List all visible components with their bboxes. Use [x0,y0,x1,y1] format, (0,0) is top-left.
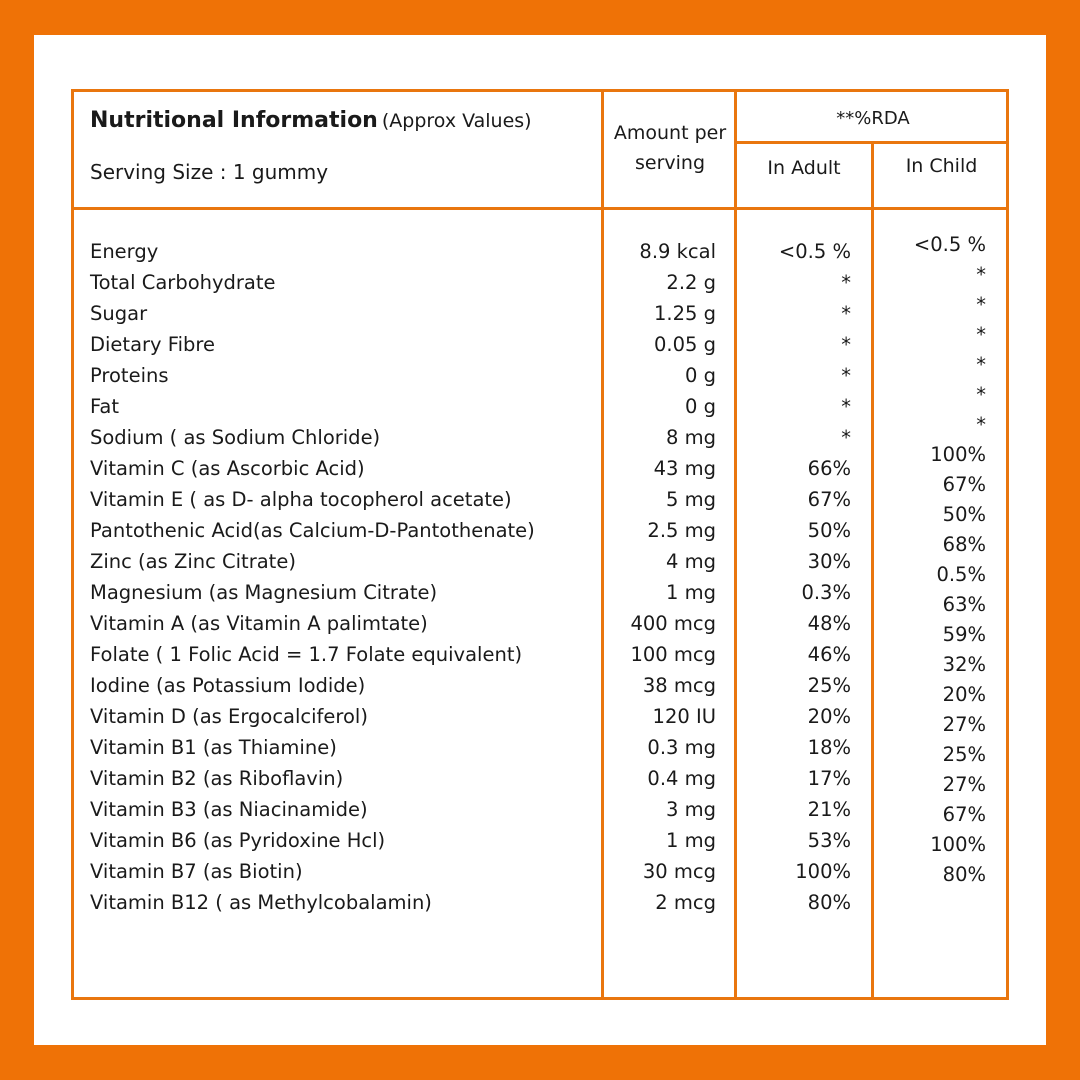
rda-child: * [976,293,986,316]
amount-per-serving: 0 g [685,395,716,418]
nutrient-name: Vitamin E ( as D- alpha tocopherol acetate) [90,488,512,511]
nutrient-name: Vitamin B7 (as Biotin) [90,860,303,883]
nutrient-name: Proteins [90,364,169,387]
amount-per-serving: 5 mg [666,488,716,511]
nutrient-name: Energy [90,240,159,263]
title-text: Nutritional Information [90,108,378,133]
title-note: (Approx Values) [381,110,532,132]
nutrient-name: Magnesium (as Magnesium Citrate) [90,581,438,604]
nutrient-name: Vitamin B3 (as Niacinamide) [90,798,368,821]
rda-adult: * [841,395,851,418]
amount-per-serving: 0.3 mg [647,736,716,759]
rda-adult: 100% [795,860,851,883]
rda-child: 50% [942,503,986,526]
rda-adult: * [841,364,851,387]
rda-child: <0.5 % [913,233,986,256]
amount-per-serving: 2.2 g [666,271,716,294]
nutrient-name: Vitamin C (as Ascorbic Acid) [90,457,365,480]
rda-child: 25% [942,743,986,766]
rda-header: **%RDA [836,108,910,129]
nutrient-name: Total Carbohydrate [90,271,276,294]
rda-adult: 80% [807,891,851,914]
rda-adult: 17% [807,767,851,790]
in-child-header: In Child [905,155,978,177]
serving-size: Serving Size : 1 gummy [90,160,329,184]
amount-per-serving: 1 mg [666,581,716,604]
rda-adult: 67% [807,488,851,511]
rda-adult: <0.5 % [778,240,851,263]
amount-per-serving: 1.25 g [654,302,716,325]
amount-per-serving: 30 mcg [642,860,716,883]
rda-child: 59% [942,623,986,646]
amount-per-serving: 100 mcg [630,643,716,666]
rda-adult: 20% [807,705,851,728]
nutrient-name: Sodium ( as Sodium Chloride) [90,426,381,449]
child-rda-column [874,230,986,890]
nutrient-name-column [90,236,535,918]
rda-adult: 48% [807,612,851,635]
adult-rda-column [737,236,851,918]
amount-per-serving: 0.05 g [654,333,716,356]
in-adult-header: In Adult [767,157,841,179]
amount-per-serving: 2 mcg [655,891,716,914]
rda-adult: 46% [807,643,851,666]
rda-child: 0.5% [936,563,986,586]
rda-child: 67% [942,473,986,496]
rda-child: * [976,323,986,346]
nutrient-name: Iodine (as Potassium Iodide) [90,674,366,697]
amount-per-serving-header: Amount per serving [613,122,727,174]
rda-child: 63% [942,593,986,616]
nutrient-name: Zinc (as Zinc Citrate) [90,550,296,573]
amount-per-serving: 120 IU [652,705,716,728]
rda-child: 20% [942,683,986,706]
nutrient-name: Dietary Fibre [90,333,215,356]
amount-per-serving: 0 g [685,364,716,387]
nutrient-name: Vitamin B12 ( as Methylcobalamin) [90,891,432,914]
rda-child: 68% [942,533,986,556]
rda-child: 27% [942,773,986,796]
rda-child: * [976,263,986,286]
rda-child: * [976,383,986,406]
rda-adult: 18% [807,736,851,759]
rda-child: 100% [930,443,986,466]
rda-child: 100% [930,833,986,856]
rda-adult: 50% [807,519,851,542]
rda-child: * [976,413,986,436]
nutrition-table [71,89,1009,1000]
table-title [90,108,532,133]
nutrient-name: Folate ( 1 Folic Acid = 1.7 Folate equivalent) [90,643,523,666]
rda-child: 67% [942,803,986,826]
rda-child: 80% [942,863,986,886]
amount-column [604,236,716,918]
divider-rda-subheader [734,141,1006,144]
rda-adult: * [841,333,851,356]
nutrient-name: Vitamin B2 (as Riboflavin) [90,767,344,790]
amount-per-serving: 43 mg [653,457,716,480]
rda-child: * [976,353,986,376]
amount-per-serving: 8 mg [666,426,716,449]
amount-per-serving: 4 mg [666,550,716,573]
nutrient-name: Vitamin A (as Vitamin A palimtate) [90,612,428,635]
nutrient-name: Vitamin D (as Ergocalciferol) [90,705,368,728]
amount-per-serving: 3 mg [666,798,716,821]
rda-child: 32% [942,653,986,676]
amount-per-serving: 1 mg [666,829,716,852]
rda-adult: 0.3% [801,581,851,604]
amount-per-serving: 400 mcg [630,612,716,635]
nutrient-name: Pantothenic Acid(as Calcium-D-Pantothenate) [90,519,535,542]
rda-adult: 30% [807,550,851,573]
rda-adult: 53% [807,829,851,852]
nutrient-name: Vitamin B6 (as Pyridoxine Hcl) [90,829,386,852]
rda-adult: 25% [807,674,851,697]
divider-header-body [74,207,1006,210]
amount-per-serving: 38 mcg [642,674,716,697]
rda-adult: * [841,271,851,294]
rda-adult: * [841,426,851,449]
rda-child: 27% [942,713,986,736]
amount-per-serving: 8.9 kcal [639,240,716,263]
nutrient-name: Fat [90,395,120,418]
rda-adult: 21% [807,798,851,821]
nutrient-name: Sugar [90,302,148,325]
amount-per-serving: 0.4 mg [647,767,716,790]
rda-adult: 66% [807,457,851,480]
amount-per-serving: 2.5 mg [647,519,716,542]
rda-adult: * [841,302,851,325]
nutrient-name: Vitamin B1 (as Thiamine) [90,736,337,759]
